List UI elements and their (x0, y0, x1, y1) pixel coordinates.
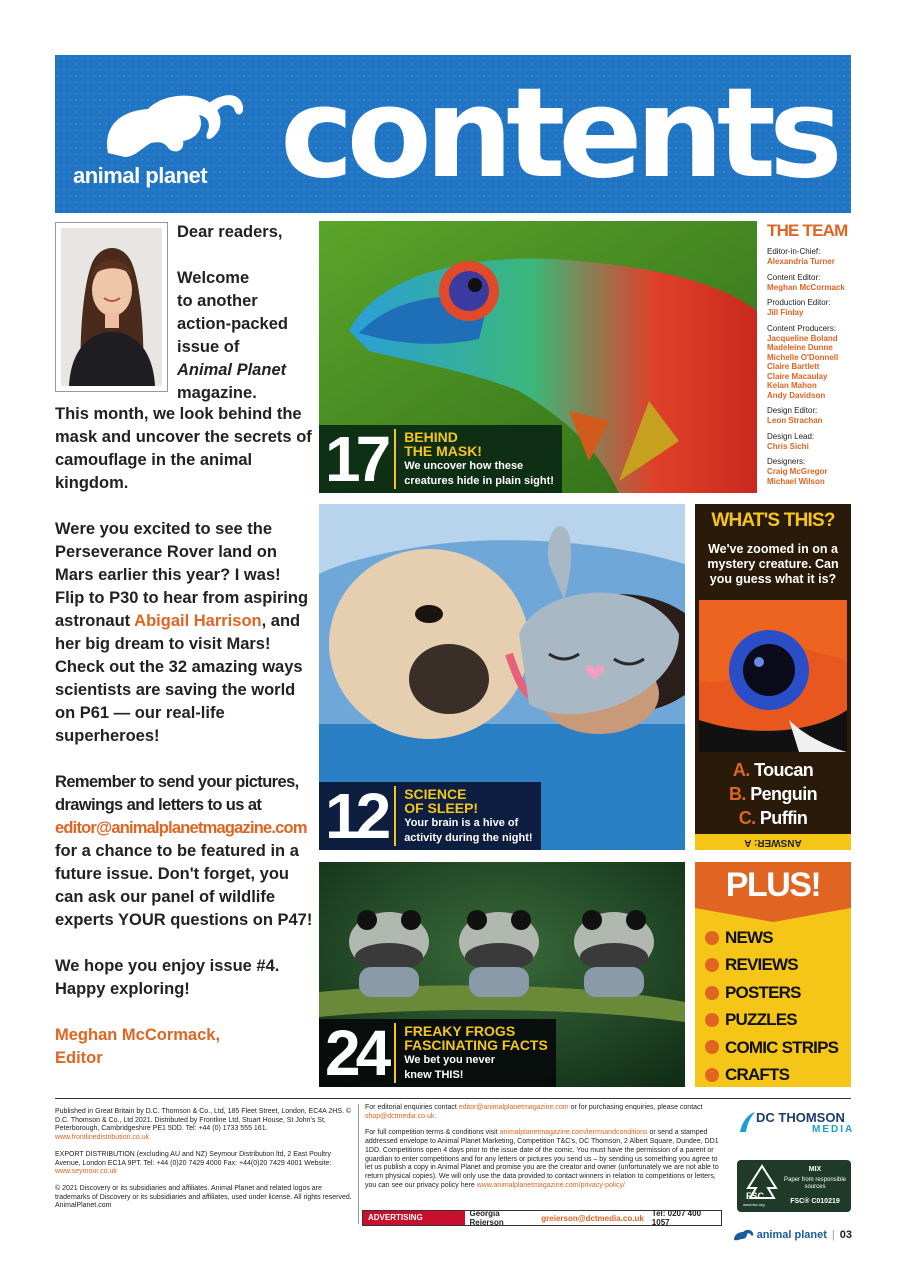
team-role: Editor-in-Chief: (767, 247, 821, 256)
animal-planet-logo[interactable] (73, 83, 248, 193)
team-member-name: Jacqueline Boland (767, 333, 838, 343)
letter-line: to another (177, 292, 258, 310)
bullet-icon (705, 1013, 719, 1027)
plus-list (705, 924, 838, 1087)
team-member-name: Alexandria Turner (767, 257, 835, 266)
team-member-name: Chris Sichi (767, 441, 809, 451)
feature-title: THE MASK! (404, 443, 482, 459)
footer-divider (55, 1098, 851, 1099)
upside-down-answer: ANSWER: A (695, 834, 851, 850)
answer-option[interactable]: C. Puffin (738, 808, 808, 828)
page-title: contents (280, 62, 836, 206)
feature-title: BEHIND (404, 429, 458, 445)
feature-subtitle: Your brain is a hive of (404, 817, 519, 829)
letter-paragraph: Remember to send your pictures, drawings and letters to us at editor@animalplanetmagazine.com for a chance to be featured in a future issue. Don't forget, you can ask our panel of wildlife experts YOUR questions on P47! (55, 773, 313, 929)
footer-vertical-divider (358, 1104, 359, 1224)
magazine-name: Animal Planet (177, 361, 287, 379)
plus-box (695, 862, 851, 1087)
feature-subtitle: We uncover how these (404, 460, 524, 472)
letter-body (55, 403, 313, 1070)
plus-item[interactable]: CRAFTS (705, 1061, 838, 1087)
team-member-name: Michelle O'Donnell (767, 352, 839, 362)
team-member-name: Michael Wilson (767, 476, 825, 486)
plus-title: PLUS! (695, 862, 851, 908)
advertising-name: Georgia Reierson (469, 1209, 504, 1227)
fsc-url: www.fsc.org (743, 1202, 765, 1207)
bullet-icon (705, 931, 719, 945)
astronaut-name: Abigail Harrison (134, 612, 262, 630)
team-title: THE TEAM (767, 221, 848, 240)
plus-item[interactable]: COMIC STRIPS (705, 1034, 838, 1061)
advertising-label: ADVERTISING CONTACT: (363, 1211, 465, 1225)
feature-page-number: 12 (325, 786, 396, 846)
dc-thomson-logo[interactable]: DC THOMSON MEDIA (738, 1110, 848, 1136)
bullet-icon (705, 986, 719, 1000)
letter-line: magazine. (177, 384, 257, 402)
contents-header (55, 55, 851, 213)
elephant-icon (73, 83, 248, 163)
team-member-name: Kelan Mahon (767, 381, 817, 390)
letter-line: issue of (177, 338, 240, 356)
feature-title: OF SLEEP! (404, 800, 479, 816)
shop-email-link[interactable]: shop@dctmedia.co.uk. (365, 1112, 437, 1120)
fsc-description: Paper from responsible sources (783, 1177, 847, 1190)
plus-item[interactable]: POSTERS (705, 979, 838, 1006)
brand-name: animal planet (73, 163, 208, 188)
fsc-code: FSC® C010219 (790, 1198, 840, 1205)
page-number: 03 (839, 1229, 852, 1241)
whats-this-box[interactable] (695, 504, 851, 850)
team-member-name: Madeleine Dunne (767, 343, 833, 352)
team-role: Design Editor: (767, 406, 818, 415)
publisher-info: Published in Great Britain by D.C. Thomson & Co., Ltd, 185 Fleet Street, London, EC4A 2HS. © D.C. Thomson & Co., Ltd 2021. Distributed by Frontline Ltd, Stuart House, St John's St, Peterborough, Cambridgeshire PE1 5DD. Tel: +44 (0) 1733 555 161. www.frontlinedistribution.co.uk EXPORT DISTRIBUTION (excluding AU and NZ) Seymour Distribution ltd, 2 East Poultry Avenue, London EC1A 9PT. Tel: +44 (0)20 7429 4000 Fax: +44(0)20 7429 4001 Website: www.seymour.co.uk © 2021 Discovery or its subsidiaries and affiliates. Animal Planet and related logos are trademarks of Discovery or its subsidiaries and affiliates, used under license. All rights reserved. AnimalPlanet.com (55, 1108, 352, 1210)
page-footer: animal planet | 03 (720, 1228, 852, 1242)
letter-line: action-packed (177, 315, 288, 333)
whats-this-text: We've zoomed in on a mystery creature. Can you guess what it is? (707, 542, 839, 586)
team-member-name: Leon Strachan (767, 416, 823, 425)
editorial-email-link[interactable]: editor@animalplanetmagazine.com (458, 1104, 569, 1111)
team-member-name: Meghan McCormack (767, 282, 845, 292)
plus-item[interactable]: NEWS (705, 924, 838, 951)
elephant-icon (732, 1229, 754, 1241)
team-member-name: Andy Davidson (767, 390, 826, 400)
whats-this-title: WHAT'S THIS? (711, 510, 835, 531)
feature-page-number: 17 (325, 429, 396, 489)
editor-portrait (61, 228, 162, 386)
editor-signature: Meghan McCormack, Editor (55, 1026, 221, 1067)
letter-paragraph: We hope you enjoy issue #4. Happy exploring! (55, 957, 280, 998)
feature-label (319, 782, 541, 850)
editor-email-link[interactable]: editor@animalplanetmagazine.com (55, 819, 307, 837)
bullet-icon (705, 958, 719, 972)
fsc-badge (737, 1160, 851, 1212)
terms-link[interactable]: animalplanetmagazine.com/termsandconditions (499, 1129, 648, 1137)
letter-paragraph: Were you excited to see the Perseverance Rover land on Mars earlier this year? I was! Flip to P30 to hear from aspiring astronaut Abigail Harrison, and her big dream to visit Mars! Check out the 32 amazing ways scientists are saving the world on P61 — our real-life superheroes! (55, 520, 309, 745)
answer-options (695, 758, 851, 830)
team-role: Content Producers: (767, 323, 836, 333)
team-credits (767, 221, 857, 486)
letter-intro (177, 221, 312, 405)
team-member-name: Craig McGregor (767, 467, 828, 476)
feature-frogs[interactable] (319, 862, 685, 1087)
team-role: Production Editor: (767, 298, 831, 307)
feature-subtitle: We bet you never (404, 1054, 496, 1066)
answer-option[interactable]: A. Toucan (732, 760, 814, 780)
team-role: Designers: (767, 457, 806, 466)
mystery-creature-image (699, 600, 847, 752)
dct-swoosh-icon (738, 1110, 756, 1134)
feature-label (319, 425, 562, 493)
plus-item[interactable]: PUZZLES (705, 1006, 838, 1033)
team-member-name: Claire Macaulay (767, 371, 828, 381)
team-member-name: Jill Finlay (767, 308, 804, 317)
letter-line: Welcome (177, 269, 250, 287)
feature-subtitle: activity during the night! (404, 832, 533, 844)
editor-photo (55, 222, 168, 392)
team-role: Content Editor: (767, 272, 821, 282)
advertising-contact (362, 1209, 722, 1236)
feature-title: FASCINATING FACTS (404, 1037, 548, 1053)
page-brand: animal planet (756, 1229, 827, 1241)
advertising-email-link[interactable]: greierson@dctmedia.co.uk (541, 1213, 644, 1223)
plus-item[interactable]: REVIEWS (705, 951, 838, 978)
privacy-link[interactable]: www.animalplanetmagazine.com/privacy-policy/ (476, 1181, 625, 1189)
fsc-logo-text: FSC (746, 1191, 764, 1201)
bullet-icon (705, 1068, 719, 1082)
feature-subtitle: knew THIS! (404, 1069, 464, 1081)
letter-paragraph: This month, we look behind the mask and uncover the secrets of camouflage in the animal kingdom. (55, 405, 312, 492)
enquiries-info: For editorial enquiries contact editor@animalplanetmagazine.com or for purchasing enquiries, please contact shop@dctmedia.co.uk. For full competition terms & conditions visit animalplanetmagazine.com/termsandconditions or send a stamped addressed envelope to Animal Planet Marketing, Competition T&C's, DC Thomson, 2 Albert Square, Dundee, DD1 1DD. Competitions open 4 days prior to the issue date of the comic. You must have the permission of a parent or guardian to enter competitions and for any letters or pictures you send us – by sending us something you agree to let us publish a copy in Animal Planet and promise you are the creator and owner (unfortunately we are not able to return physical copies). We will only use the data provided to contact winners in relation to competitions or letters, you can see our privacy policy here www.animalplanetmagazine.com/privacy-policy/ (365, 1104, 719, 1189)
feature-chameleon[interactable] (319, 221, 757, 493)
feature-subtitle: creatures hide in plain sight! (404, 475, 554, 487)
frontline-link[interactable]: www.frontlinedistribution.co.uk (55, 1134, 150, 1142)
team-role: Design Lead: (767, 431, 815, 441)
feature-title: SCIENCE (404, 786, 467, 802)
bullet-icon (705, 1040, 719, 1054)
advertising-phone: Tel: 0207 400 1057 (651, 1209, 702, 1227)
team-member-name: Claire Bartlett (767, 362, 820, 371)
feature-page-number: 24 (325, 1023, 396, 1083)
seymour-link[interactable]: www.seymour.co.uk (55, 1168, 117, 1176)
answer-option[interactable]: B. Penguin (728, 784, 818, 804)
letter-greeting: Dear readers, (177, 223, 283, 241)
feature-label (319, 1019, 556, 1087)
fsc-mix: MIX (808, 1166, 822, 1173)
feature-sleep[interactable] (319, 504, 685, 850)
plus-notch (695, 908, 851, 922)
feature-title: FREAKY FROGS (404, 1023, 516, 1039)
